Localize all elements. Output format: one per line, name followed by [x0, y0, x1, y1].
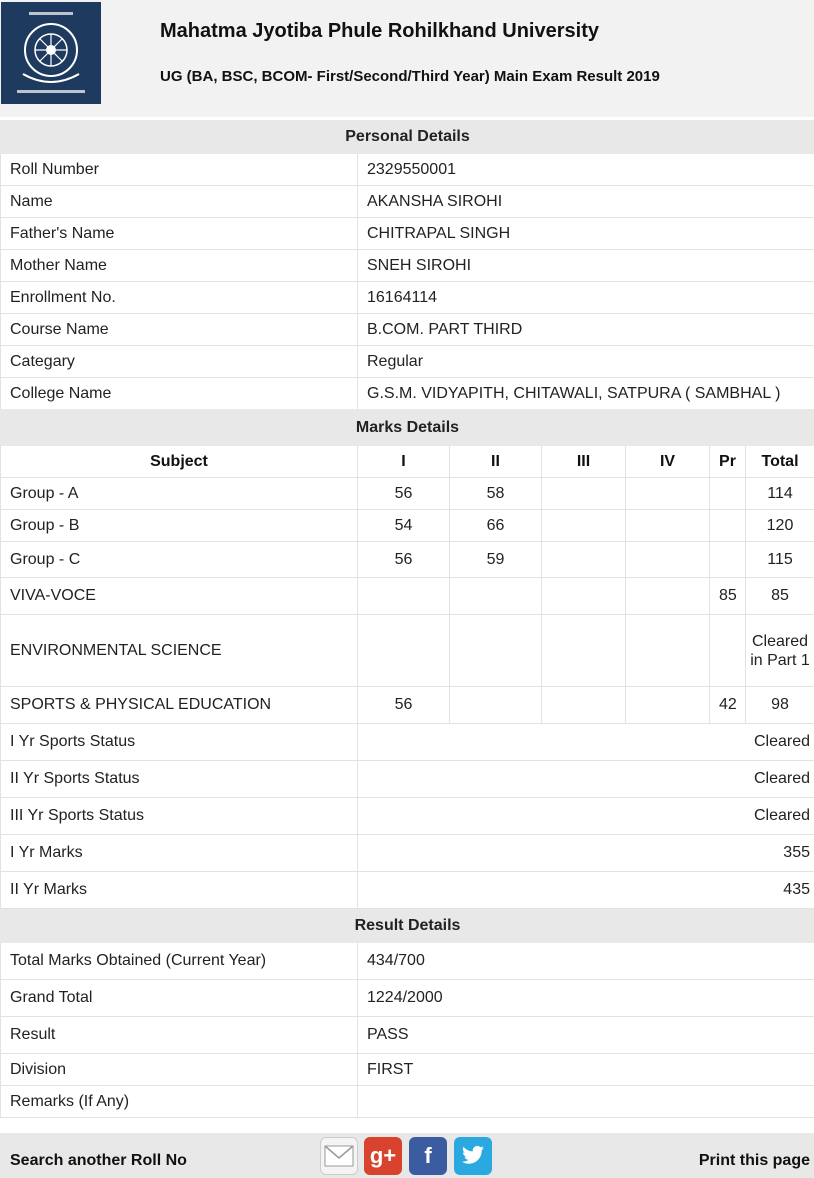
mark-cell	[542, 615, 626, 687]
mark-cell	[542, 578, 626, 615]
mark-cell	[710, 510, 746, 542]
mark-cell	[542, 687, 626, 724]
mark-cell: 120	[746, 510, 814, 542]
section-header-marks	[1, 410, 814, 446]
status-label: I Yr Sports Status	[1, 724, 358, 761]
section-title: Result Details	[1, 910, 814, 943]
result-value: 1224/2000	[358, 980, 814, 1017]
field-label: College Name	[1, 378, 358, 410]
field-label: Roll Number	[1, 154, 358, 186]
status-value: 355	[358, 835, 814, 872]
status-label: I Yr Marks	[1, 835, 358, 872]
search-another-roll-link[interactable]: Search another Roll No	[10, 1152, 187, 1169]
field-value: CHITRAPAL SINGH	[358, 218, 814, 250]
marks-header-row	[1, 446, 814, 478]
result-details-table	[0, 909, 814, 1118]
result-label: Remarks (If Any)	[1, 1086, 358, 1118]
mark-cell	[626, 615, 710, 687]
personal-row	[1, 154, 814, 186]
mark-cell	[626, 578, 710, 615]
subject-name: Group - C	[1, 542, 358, 578]
result-value: FIRST	[358, 1054, 814, 1086]
mark-cell	[450, 578, 542, 615]
status-value: Cleared	[358, 724, 814, 761]
google-plus-glyph: g+	[369, 1143, 397, 1168]
mark-cell	[710, 542, 746, 578]
mark-cell: 115	[746, 542, 814, 578]
google-plus-icon[interactable]	[364, 1137, 402, 1175]
facebook-icon[interactable]	[409, 1137, 447, 1175]
field-label: Mother Name	[1, 250, 358, 282]
result-label: Division	[1, 1054, 358, 1086]
mark-cell	[358, 615, 450, 687]
column-header: Total	[746, 446, 814, 478]
field-value: G.S.M. VIDYAPITH, CHITAWALI, SATPURA ( SAMBHAL )	[358, 378, 814, 410]
mark-cell	[542, 542, 626, 578]
subject-name: Group - B	[1, 510, 358, 542]
subject-name: ENVIRONMENTAL SCIENCE	[1, 615, 358, 687]
status-label: II Yr Sports Status	[1, 761, 358, 798]
field-value: 2329550001	[358, 154, 814, 186]
mark-cell: 42	[710, 687, 746, 724]
result-row	[1, 1086, 814, 1118]
section-header-result	[1, 910, 814, 943]
result-row	[1, 1017, 814, 1054]
result-label: Total Marks Obtained (Current Year)	[1, 943, 358, 980]
subject-name: VIVA-VOCE	[1, 578, 358, 615]
result-value: PASS	[358, 1017, 814, 1054]
result-label: Result	[1, 1017, 358, 1054]
personal-row	[1, 346, 814, 378]
mark-cell: 85	[710, 578, 746, 615]
personal-row	[1, 282, 814, 314]
mark-cell	[626, 687, 710, 724]
column-header: Subject	[1, 446, 358, 478]
mark-cell: 56	[358, 542, 450, 578]
mark-cell	[710, 478, 746, 510]
personal-row	[1, 250, 814, 282]
section-title: Marks Details	[1, 410, 814, 446]
status-row	[1, 798, 814, 835]
marks-row	[1, 687, 814, 724]
status-value: 435	[358, 872, 814, 909]
mark-cell	[626, 510, 710, 542]
marks-row	[1, 578, 814, 615]
mark-cell	[542, 478, 626, 510]
personal-row	[1, 218, 814, 250]
section-title: Personal Details	[1, 121, 814, 154]
personal-row	[1, 314, 814, 346]
mark-cell: 56	[358, 478, 450, 510]
page-title: Mahatma Jyotiba Phule Rohilkhand University	[160, 20, 599, 42]
mark-cell: 98	[746, 687, 814, 724]
result-row	[1, 943, 814, 980]
status-label: III Yr Sports Status	[1, 798, 358, 835]
field-label: Father's Name	[1, 218, 358, 250]
field-label: Enrollment No.	[1, 282, 358, 314]
status-label: II Yr Marks	[1, 872, 358, 909]
field-value: SNEH SIROHI	[358, 250, 814, 282]
result-value	[358, 1086, 814, 1118]
mark-cell: 66	[450, 510, 542, 542]
field-label: Name	[1, 186, 358, 218]
status-value: Cleared	[358, 798, 814, 835]
column-header: II	[450, 446, 542, 478]
field-value: 16164114	[358, 282, 814, 314]
mark-cell: 85	[746, 578, 814, 615]
university-logo	[1, 2, 101, 104]
status-row	[1, 835, 814, 872]
status-row	[1, 724, 814, 761]
field-value: Regular	[358, 346, 814, 378]
mark-cell	[626, 542, 710, 578]
column-header: I	[358, 446, 450, 478]
personal-row	[1, 186, 814, 218]
page-footer	[0, 1133, 814, 1178]
mark-cell: 54	[358, 510, 450, 542]
subject-name: SPORTS & PHYSICAL EDUCATION	[1, 687, 358, 724]
result-row	[1, 980, 814, 1017]
mark-cell	[626, 478, 710, 510]
mark-cell: 59	[450, 542, 542, 578]
field-value: AKANSHA SIROHI	[358, 186, 814, 218]
result-label: Grand Total	[1, 980, 358, 1017]
mark-cell	[710, 615, 746, 687]
print-page-link[interactable]: Print this page	[698, 1152, 810, 1169]
twitter-icon[interactable]	[454, 1137, 492, 1175]
mark-cell	[450, 687, 542, 724]
mark-cell	[358, 578, 450, 615]
marks-row	[1, 615, 814, 687]
mail-icon[interactable]	[320, 1137, 358, 1175]
page-header	[0, 0, 814, 117]
mark-cell: 114	[746, 478, 814, 510]
section-header-personal	[1, 121, 814, 154]
marks-row	[1, 510, 814, 542]
column-header: Pr	[710, 446, 746, 478]
marks-row	[1, 478, 814, 510]
facebook-glyph: f	[424, 1143, 432, 1168]
status-row	[1, 872, 814, 909]
personal-row	[1, 378, 814, 410]
subject-name: Group - A	[1, 478, 358, 510]
marks-details-table	[0, 409, 814, 909]
result-value: 434/700	[358, 943, 814, 980]
marks-row	[1, 542, 814, 578]
column-header: IV	[626, 446, 710, 478]
mark-cell	[450, 615, 542, 687]
result-row	[1, 1054, 814, 1086]
field-label: Categary	[1, 346, 358, 378]
mark-cell: 58	[450, 478, 542, 510]
mark-cell: Cleared in Part 1	[746, 615, 814, 687]
mark-cell	[542, 510, 626, 542]
field-value: B.COM. PART THIRD	[358, 314, 814, 346]
status-row	[1, 761, 814, 798]
page-subtitle: UG (BA, BSC, BCOM- First/Second/Third Year) Main Exam Result 2019	[160, 68, 660, 85]
mark-cell: 56	[358, 687, 450, 724]
personal-details-table	[0, 120, 814, 410]
field-label: Course Name	[1, 314, 358, 346]
status-value: Cleared	[358, 761, 814, 798]
column-header: III	[542, 446, 626, 478]
